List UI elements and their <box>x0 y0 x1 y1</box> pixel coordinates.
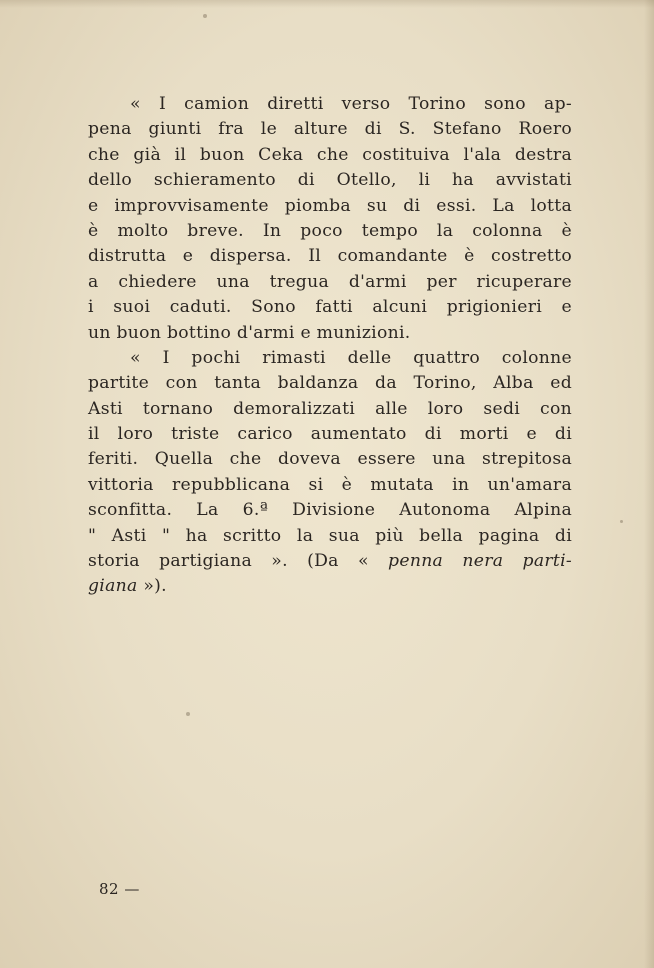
text-line: feriti. Quella che doveva essere una strepitosa <box>88 449 572 470</box>
text-line: a chiedere una tregua d'armi per ricuperare <box>88 271 572 292</box>
text-run: storia partigiana ». (Da « <box>88 551 389 572</box>
italic-title-run: penna nera parti- <box>388 551 572 572</box>
text-line: dello schieramento di Otello, li ha avvistati <box>88 170 572 191</box>
page-number: 82 — <box>99 880 140 898</box>
text-run: »). <box>137 576 167 597</box>
paper-speck <box>186 712 190 716</box>
text-line: e improvvisamente piomba su di essi. La lotta <box>88 195 572 216</box>
text-line: Asti tornano demoralizzati alle loro sedi con <box>88 398 572 419</box>
text-line: il loro triste carico aumentato di morti e di <box>88 424 572 445</box>
paragraph-1 <box>88 92 572 346</box>
text-line: i suoi caduti. Sono fatti alcuni prigionieri e <box>88 297 572 318</box>
text-line: sconfitta. La 6.ª Divisione Autonoma Alpina <box>88 500 572 521</box>
text-line <box>88 574 572 599</box>
text-line <box>88 549 572 574</box>
text-line: « I pochi rimasti delle quattro colonne <box>130 347 572 368</box>
text-line: è molto breve. In poco tempo la colonna è <box>88 220 572 241</box>
text-line: un buon bottino d'armi e munizioni. <box>88 322 411 343</box>
text-line: pena giunti fra le alture di S. Stefano Roero <box>88 119 572 140</box>
page-edge-shadow-top <box>0 0 654 8</box>
paragraph-2 <box>88 346 572 600</box>
page-edge-shadow-right <box>644 0 654 968</box>
text-line: distrutta e dispersa. Il comandante è costretto <box>88 246 572 267</box>
italic-title-run: giana <box>88 576 138 597</box>
text-line: " Asti " ha scritto la sua più bella pagina di <box>88 525 572 546</box>
paper-speck <box>203 14 207 18</box>
text-line: « I camion diretti verso Torino sono ap- <box>130 94 572 114</box>
paper-speck <box>620 520 623 523</box>
text-line: vittoria repubblicana si è mutata in un'amara <box>88 474 572 495</box>
text-line: partite con tanta baldanza da Torino, Alba ed <box>88 373 572 394</box>
body-text <box>88 92 572 600</box>
text-line: che già il buon Ceka che costituiva l'ala destra <box>88 144 572 165</box>
